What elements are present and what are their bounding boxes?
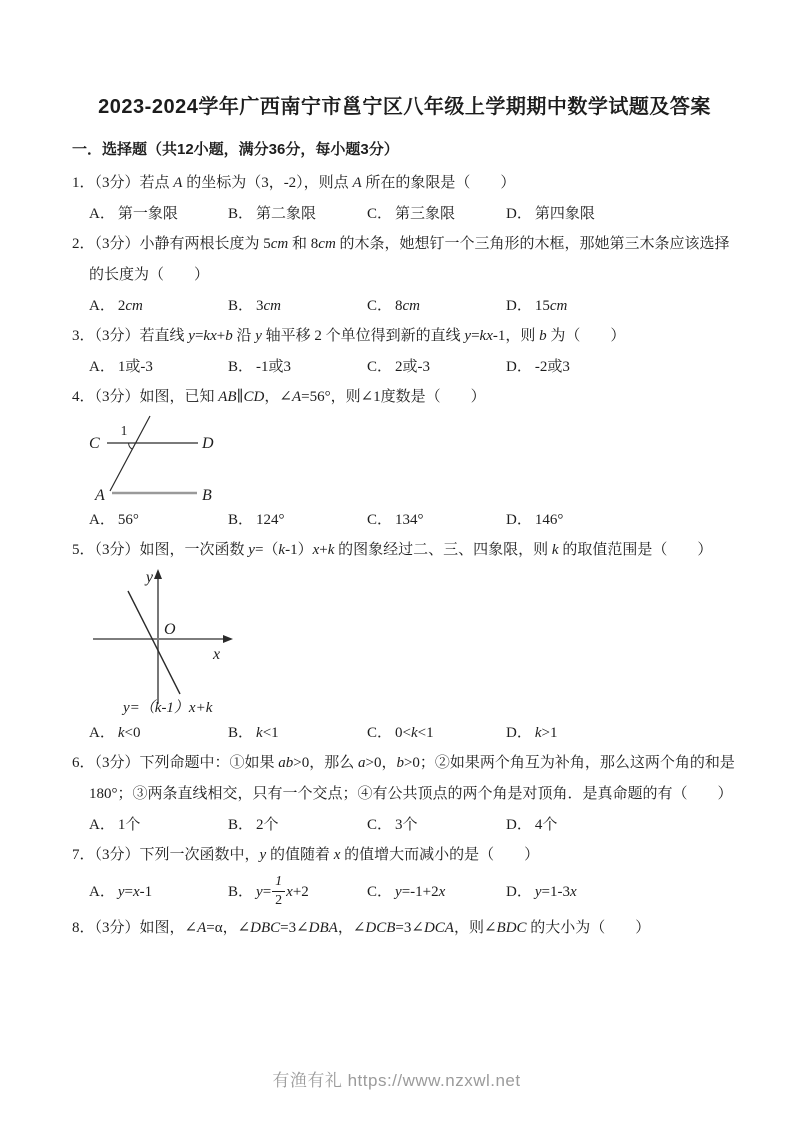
- fraction-one-half: $\frac{1}{2}$: [272, 874, 285, 908]
- question-2-options: [89, 291, 737, 321]
- question-2-option-b: B． 3cm: [228, 298, 282, 314]
- question-4-option-b: B． 124°: [228, 512, 285, 528]
- question-7-options: [89, 871, 737, 913]
- question-2-option-d: D． 15cm: [506, 298, 568, 314]
- question-4-text: 4．（3分）如图，已知 AB∥CD，∠A=56°，则∠1度数是（ ）: [72, 389, 486, 405]
- angle-arc: [129, 443, 133, 449]
- question-5-option-a: A． k<0: [89, 725, 141, 741]
- page-content: [72, 92, 737, 944]
- question-6: [72, 748, 737, 840]
- transversal-line: [110, 416, 150, 491]
- question-3-options: [89, 352, 737, 382]
- question-1-option-b: B． 第二象限: [228, 206, 317, 222]
- x-axis-arrow: [223, 635, 233, 643]
- question-7-option-c: C． y=-1+2x: [367, 884, 446, 900]
- question-7-option-b: B． y= $\frac{1}{2}$ x+2: [228, 873, 309, 908]
- question-6-option-d: D． 4个: [506, 817, 558, 833]
- question-2-text: 2．（3分）小静有两根长度为 5cm 和 8cm 的木条，她想钉一个三角形的木框，那她第三木条应该选择的长度为（ ）: [72, 236, 730, 283]
- document-title: 2023-2024学年广西南宁市邕宁区八年级上学期期中数学试题及答案: [98, 96, 711, 118]
- question-5-option-b: B． k<1: [228, 725, 279, 741]
- linear-function-graph: [85, 568, 265, 716]
- question-2: [72, 229, 737, 321]
- question-3-option-c: C． 2或-3: [367, 359, 431, 375]
- question-5-option-d: D． k>1: [506, 725, 558, 741]
- question-7-option-a: A． y=x-1: [89, 884, 153, 900]
- question-3: [72, 321, 737, 382]
- question-7-text: 7．（3分）下列一次函数中，y 的值随着 x 的值增大而减小的是（ ）: [72, 847, 540, 863]
- question-3-option-b: B． -1或3: [228, 359, 292, 375]
- parallel-lines-diagram: [85, 415, 315, 503]
- label-c: C: [89, 435, 100, 452]
- question-6-option-c: C． 3个: [367, 817, 418, 833]
- question-6-options: [89, 810, 737, 840]
- label-b: B: [202, 487, 212, 503]
- question-4-option-d: D． 146°: [506, 512, 564, 528]
- label-a: A: [95, 487, 105, 503]
- question-5: [72, 535, 737, 748]
- label-d: D: [202, 435, 214, 452]
- x-axis-label: x: [213, 646, 221, 663]
- question-8: [72, 913, 737, 944]
- question-6-text: 6．（3分）下列命题中：①如果 ab>0，那么 a>0，b>0；②如果两个角互为补角，那么这两个角的和是180°；③两条直线相交，只有一个交点；④有公共顶点的两个角是对顶角．是真命题的有（ ）: [72, 755, 735, 802]
- section-heading: 一．选择题（共12小题，满分36分，每小题3分）: [72, 141, 399, 158]
- question-5-options: [89, 718, 737, 748]
- question-4-figure: [85, 415, 737, 503]
- function-equation-label: y=（k-1）x+k: [123, 700, 213, 716]
- question-7-option-d: D． y=1-3x: [506, 884, 577, 900]
- question-8-text: 8．（3分）如图，∠A=α，∠DBC=3∠DBA，∠DCB=3∠DCA，则∠BDC 的大小为（ ）: [72, 920, 651, 936]
- question-3-text: 3．（3分）若直线 y=kx+b 沿 y 轴平移 2 个单位得到新的直线 y=kx-1，则 b 为（ ）: [72, 328, 626, 344]
- origin-label: O: [164, 621, 176, 638]
- question-6-option-b: B． 2个: [228, 817, 279, 833]
- question-5-option-c: C． 0<k<1: [367, 725, 434, 741]
- function-line: [128, 591, 180, 694]
- question-4-options: [89, 505, 737, 535]
- question-1-option-a: A． 第一象限: [89, 206, 178, 222]
- y-axis-arrow: [154, 569, 162, 579]
- question-4: [72, 382, 737, 535]
- question-1-text: 1．（3分）若点 A 的坐标为（3，-2），则点 A 所在的象限是（ ）: [72, 175, 516, 191]
- question-2-option-a: A． 2cm: [89, 298, 143, 314]
- question-3-option-d: D． -2或3: [506, 359, 570, 375]
- question-6-option-a: A． 1个: [89, 817, 141, 833]
- question-7: [72, 840, 737, 913]
- question-4-option-c: C． 134°: [367, 512, 424, 528]
- y-axis-label: y: [145, 569, 153, 586]
- question-3-option-a: A． 1或-3: [89, 359, 153, 375]
- question-1: [72, 168, 737, 229]
- question-1-options: [89, 199, 737, 229]
- question-1-option-d: D． 第四象限: [506, 206, 595, 222]
- question-1-option-c: C． 第三象限: [367, 206, 456, 222]
- question-5-text: 5．（3分）如图，一次函数 y=（k-1）x+k 的图象经过二、三、四象限，则 k 的取值范围是（ ）: [72, 542, 713, 558]
- angle-1-label: 1: [120, 423, 128, 438]
- footer-watermark: 有渔有礼 https://www.nzxwl.net: [272, 1071, 521, 1090]
- question-5-figure: [85, 568, 737, 716]
- question-2-option-c: C． 8cm: [367, 298, 421, 314]
- question-4-option-a: A． 56°: [89, 512, 139, 528]
